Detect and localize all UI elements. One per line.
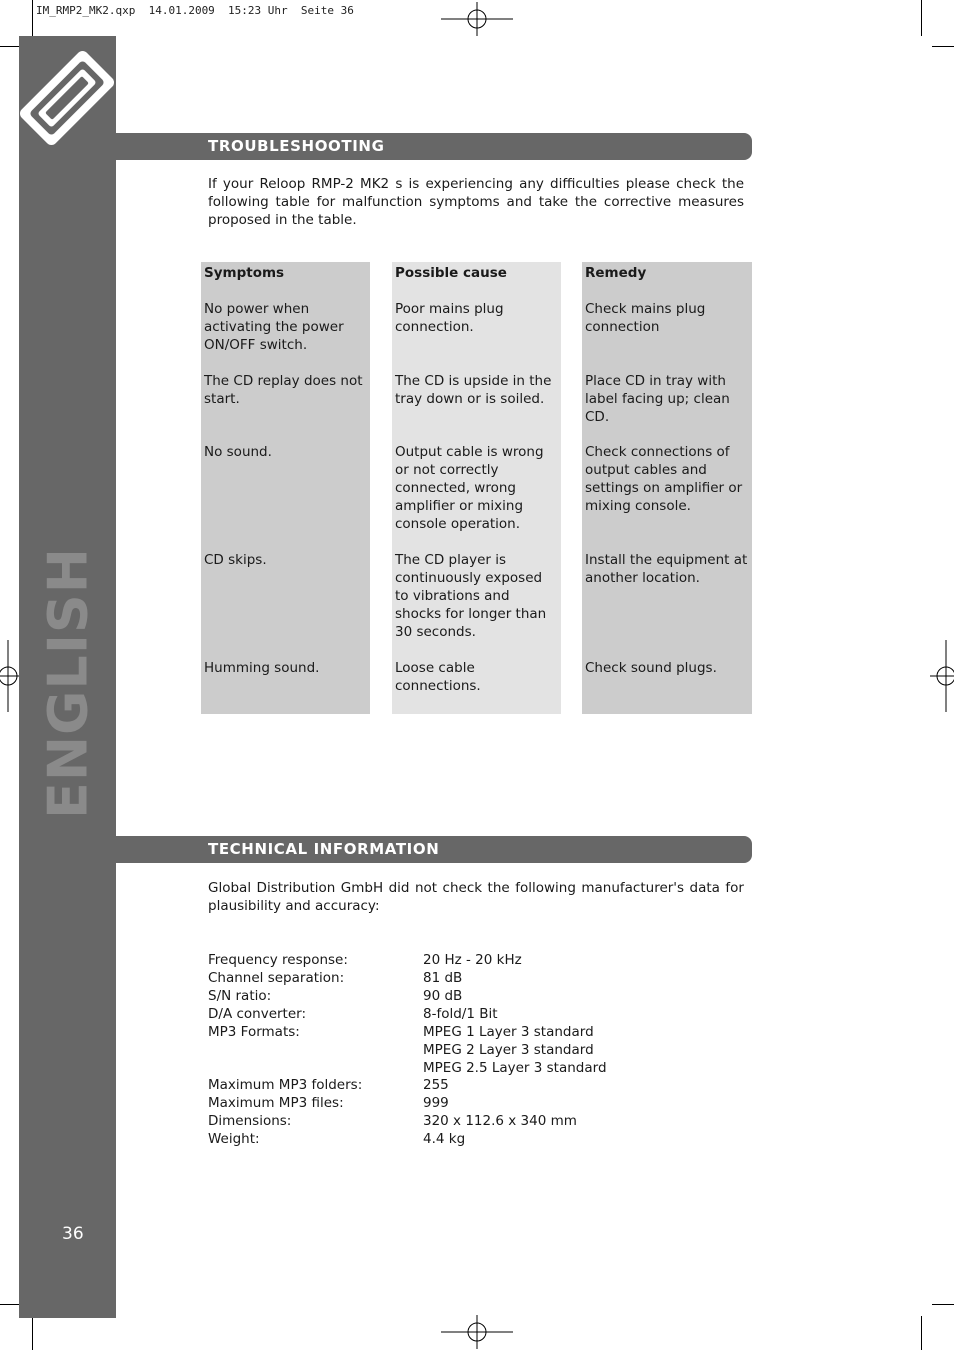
registration-mark-bottom xyxy=(441,1315,513,1349)
spec-label: S/N ratio: xyxy=(208,988,272,1004)
spec-label: Dimensions: xyxy=(208,1113,292,1129)
symptom-cell: Humming sound. xyxy=(204,660,320,676)
spec-value: 255 xyxy=(423,1077,449,1093)
spec-value: MPEG 2.5 Layer 3 standard xyxy=(423,1060,607,1076)
crop-mark xyxy=(921,1316,922,1350)
crop-mark xyxy=(921,0,922,36)
symptom-cell: CD skips. xyxy=(204,552,267,568)
symptom-cell: No sound. xyxy=(204,444,272,460)
cause-cell: The CD player is continuously exposed to vibrations and shocks for longer than 30 seconds. xyxy=(395,552,547,640)
spec-value: MPEG 1 Layer 3 standard xyxy=(423,1024,594,1040)
cause-cell: Poor mains plug connection. xyxy=(395,301,504,335)
troubleshooting-title: TROUBLESHOOTING xyxy=(208,137,385,155)
remedy-cell: Check connections of output cables and settings on amplifier or mixing console. xyxy=(585,444,743,514)
language-label xyxy=(19,545,116,820)
spec-label: MP3 Formats: xyxy=(208,1024,300,1040)
registration-mark-right xyxy=(930,640,954,712)
remedy-header: Remedy xyxy=(585,265,647,281)
symptoms-header: Symptoms xyxy=(204,265,285,281)
remedy-cell: Check mains plug connection xyxy=(585,301,706,335)
troubleshooting-header xyxy=(116,133,752,160)
crop-mark xyxy=(932,46,954,47)
spec-value: 320 x 112.6 x 340 mm xyxy=(423,1113,577,1129)
symptom-cell: No power when activating the power ON/OFF switch. xyxy=(204,301,344,353)
crop-mark xyxy=(0,1304,20,1305)
remedy-column xyxy=(582,262,752,714)
brand-logo-icon xyxy=(19,36,116,166)
print-slug: IM_RMP2_MK2.qxp 14.01.2009 15:23 Uhr Seite 36 xyxy=(36,4,354,17)
cause-cell: The CD is upside in the tray down or is soiled. xyxy=(395,373,552,407)
spec-label: Weight: xyxy=(208,1131,260,1147)
crop-mark xyxy=(32,1316,33,1350)
spec-label: Channel separation: xyxy=(208,970,345,986)
troubleshooting-intro: If your Reloop RMP-2 MK2 s is experiencing any difficulties please check the following table for malfunction symptoms and take the corrective measures proposed in the table. xyxy=(208,176,744,228)
crop-mark xyxy=(32,0,33,36)
spec-value: MPEG 2 Layer 3 standard xyxy=(423,1042,594,1058)
crop-mark xyxy=(0,46,20,47)
language-label-text: ENGLISH xyxy=(36,546,99,819)
registration-mark-top xyxy=(441,2,513,36)
spec-label: Maximum MP3 files: xyxy=(208,1095,344,1111)
cause-header: Possible cause xyxy=(395,265,507,281)
symptom-cell: The CD replay does not start. xyxy=(204,373,363,407)
remedy-cell: Place CD in tray with label facing up; clean CD. xyxy=(585,373,730,425)
technical-intro: Global Distribution GmbH did not check the following manufacturer's data for plausibility and accuracy: xyxy=(208,880,744,914)
technical-header xyxy=(116,836,752,863)
spec-label: Frequency response: xyxy=(208,952,348,968)
spec-value: 81 dB xyxy=(423,970,463,986)
remedy-cell: Check sound plugs. xyxy=(585,660,717,676)
cause-cell: Output cable is wrong or not correctly connected, wrong amplifier or mixing console operation. xyxy=(395,444,544,532)
page-number: 36 xyxy=(62,1224,84,1244)
spec-value: 90 dB xyxy=(423,988,463,1004)
spec-value: 999 xyxy=(423,1095,449,1111)
cause-cell: Loose cable connections. xyxy=(395,660,481,694)
remedy-cell: Install the equipment at another location. xyxy=(585,552,748,586)
crop-mark xyxy=(932,1304,954,1305)
spec-label: Maximum MP3 folders: xyxy=(208,1077,363,1093)
cause-column xyxy=(392,262,561,714)
technical-title: TECHNICAL INFORMATION xyxy=(208,840,440,858)
symptoms-column xyxy=(201,262,370,714)
spec-value: 8-fold/1 Bit xyxy=(423,1006,498,1022)
spec-value: 20 Hz - 20 kHz xyxy=(423,952,522,968)
spec-value: 4.4 kg xyxy=(423,1131,466,1147)
spec-label: D/A converter: xyxy=(208,1006,307,1022)
